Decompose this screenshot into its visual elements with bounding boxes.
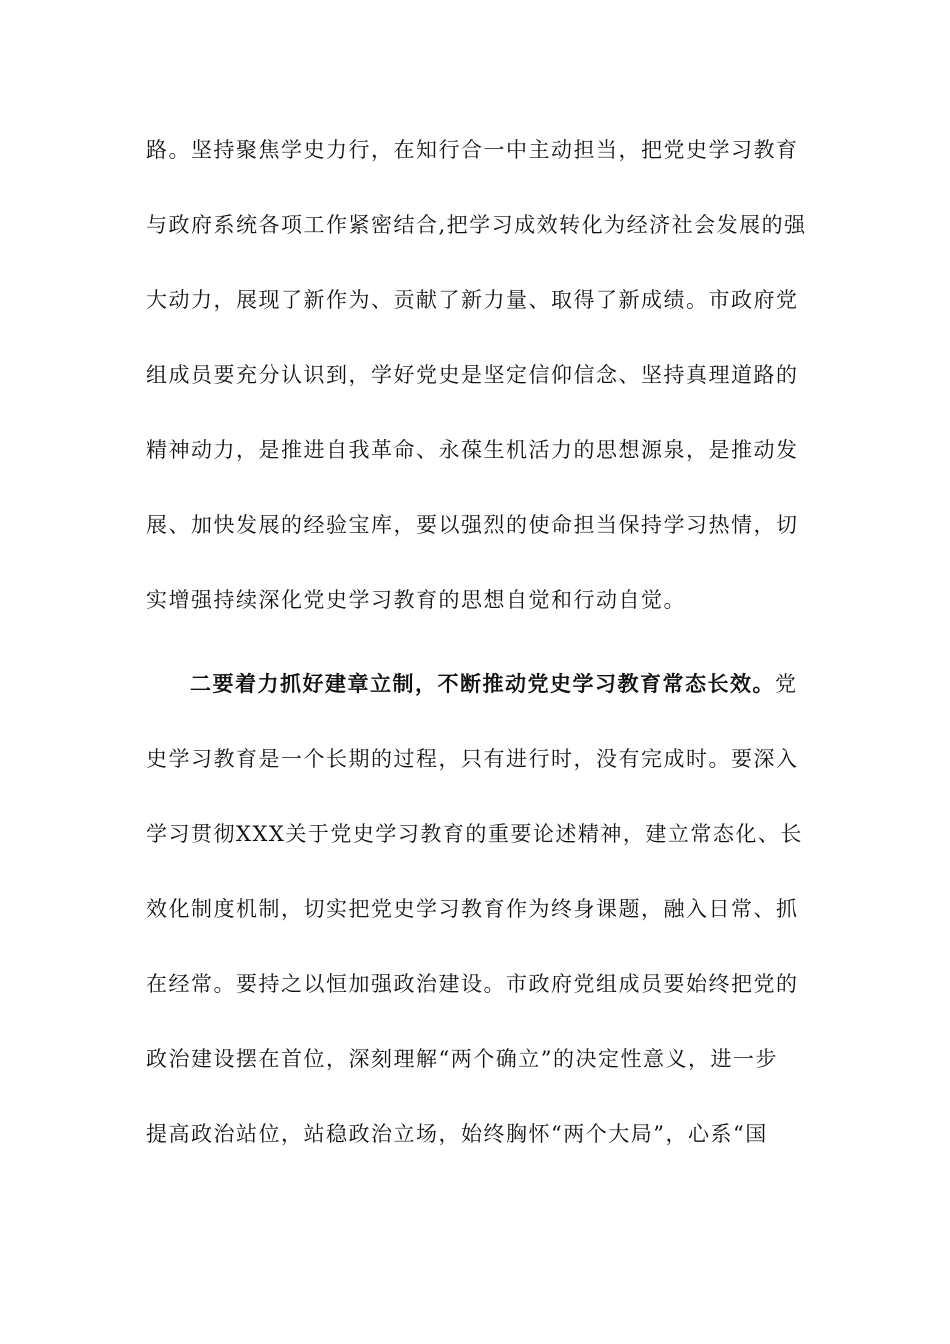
paragraph-2-lead-rest: 党 [775,672,798,696]
paragraph-2-line-3: 学习贯彻XXX关于党史学习教育的重要论述精神，建立常态化、长 [146,822,803,846]
paragraph-1-line-6: 展、加快发展的经验宝库，要以强烈的使命担当保持学习热情，切 [146,513,799,537]
paragraph-2-line-4: 效化制度机制，切实把党史学习教育作为终身课题，融入日常、抓 [146,897,799,921]
paragraph-1-line-2: 与政府系统各项工作紧密结合,把学习成效转化为经济社会发展的强 [146,213,807,237]
paragraph-2-line-7: 提高政治站位，站稳政治立场，始终胸怀“两个大局”，心系“国 [146,1122,768,1146]
paragraph-1-line-1: 路。坚持聚焦学史力行，在知行合一中主动担当，把党史学习教育 [146,138,799,162]
paragraph-2-line-5: 在经常。要持之以恒加强政治建设。市政府党组成员要始终把党的 [146,972,799,996]
paragraph-1-line-7: 实增强持续深化党史学习教育的思想自觉和行动自觉。 [146,588,686,612]
paragraph-1-line-3: 大动力，展现了新作为、贡献了新力量、取得了新成绩。市政府党 [146,288,799,312]
paragraph-2-line-2: 史学习教育是一个长期的过程，只有进行时，没有完成时。要深入 [146,747,799,771]
paragraph-2-line-1 [190,667,806,701]
paragraph-2-bold-heading: 二要着力抓好建章立制，不断推动党史学习教育常态长效。 [190,671,775,696]
paragraph-1-line-4: 组成员要充分认识到，学好党史是坚定信仰信念、坚持真理道路的 [146,363,799,387]
paragraph-2-line-6: 政治建设摆在首位，深刻理解“两个确立”的决定性意义，进一步 [146,1047,778,1071]
paragraph-1-line-5: 精神动力，是推进自我革命、永葆生机活力的思想源泉，是推动发 [146,438,799,462]
